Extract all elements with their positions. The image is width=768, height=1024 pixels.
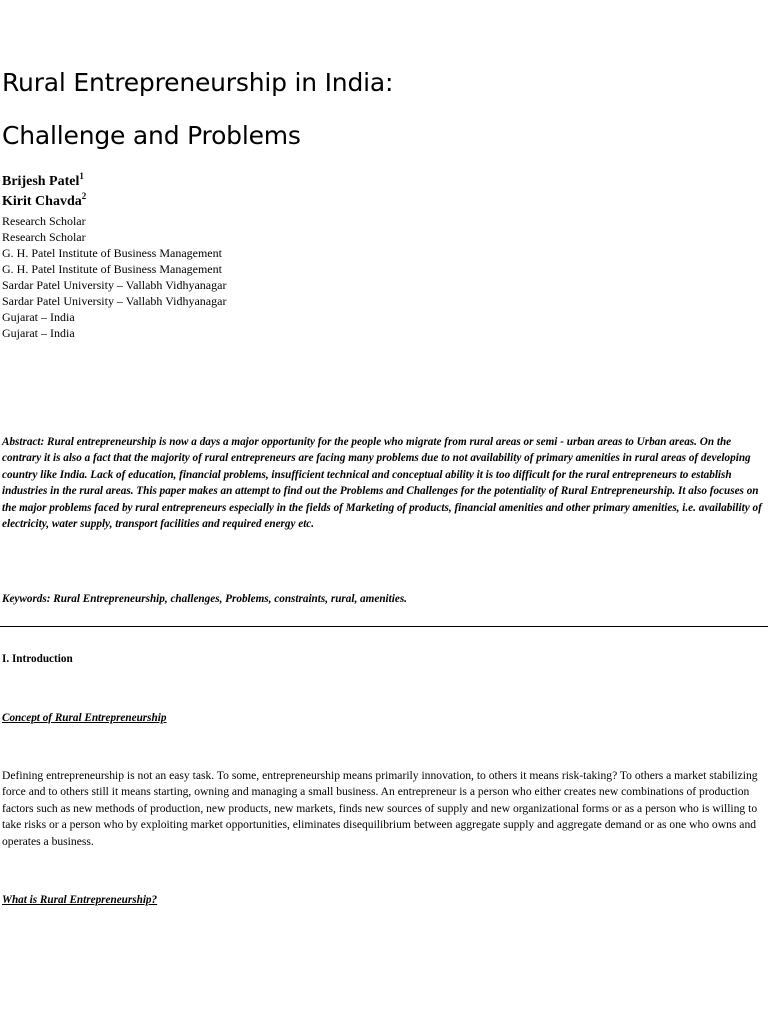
body-paragraph: Defining entrepreneurship is not an easy task. To some, entrepreneurship means primarily innovation, to others it means risk-taking? To others a market stabilizing force and to others still it means starting, owning and managing a small business. An entrepreneur is a person who either creates new combinations of production factors such as new methods of production, new products, new markets, finds new sources of supply and new organizational forms or as a person who is willing to take risks or a person who by exploiting market opportunities, eliminates disequilibrium between aggregate supply and aggregate demand or as one who owns and operates a business. xyxy=(2,769,758,848)
affiliation-line: G. H. Patel Institute of Business Management xyxy=(2,246,222,260)
keywords-line: Keywords: Rural Entrepreneurship, challenges, Problems, constraints, rural, amenities. xyxy=(2,593,407,605)
author-1-superscript: 1 xyxy=(79,171,84,181)
author-1 xyxy=(2,171,84,190)
abstract-paragraph: Abstract: Rural entrepreneurship is now a days a major opportunity for the people who migrate from rural areas or semi - urban areas to Urban areas. On the contrary it is also a fact that the majority of rural entrepreneurs are facing many problems due to not availability of primary amenities in rural areas of developing country like India. Lack of education, financial problems, insufficient technical and conceptual ability it is too difficult for the rural entrepreneurs to establish industries in the rural areas. This paper makes an attempt to find out the Problems and Challenges for the potentiality of Rural Entrepreneurship. It also focuses on the major problems faced by rural entrepreneurs especially in the fields of Marketing of products, financial amenities and other primary amenities, i.e. availability of electricity, water supply, transport facilities and required energy etc. xyxy=(2,436,762,531)
paper-title-line-1: Rural Entrepreneurship in India: xyxy=(2,68,394,97)
affiliation-line: Sardar Patel University – Vallabh Vidhyanagar xyxy=(2,294,227,308)
paper-title-line-2: Challenge and Problems xyxy=(2,121,301,150)
author-2-superscript: 2 xyxy=(81,191,87,201)
subheading-concept: Concept of Rural Entrepreneurship xyxy=(2,712,167,724)
author-2-name: Kirit Chavda xyxy=(2,194,82,209)
affiliation-line: Gujarat – India xyxy=(2,326,75,340)
affiliation-line: Research Scholar xyxy=(2,230,86,244)
horizontal-divider xyxy=(0,626,768,627)
author-2 xyxy=(2,191,87,210)
author-1-name: Brijesh Patel xyxy=(2,174,80,189)
affiliation-line: G. H. Patel Institute of Business Management xyxy=(2,262,222,276)
subheading-what-is: What is Rural Entrepreneurship? xyxy=(2,894,158,906)
affiliation-line: Gujarat – India xyxy=(2,310,75,324)
section-heading-introduction: I. Introduction xyxy=(2,653,73,665)
affiliation-line: Sardar Patel University – Vallabh Vidhyanagar xyxy=(2,278,227,292)
affiliation-line: Research Scholar xyxy=(2,214,86,228)
